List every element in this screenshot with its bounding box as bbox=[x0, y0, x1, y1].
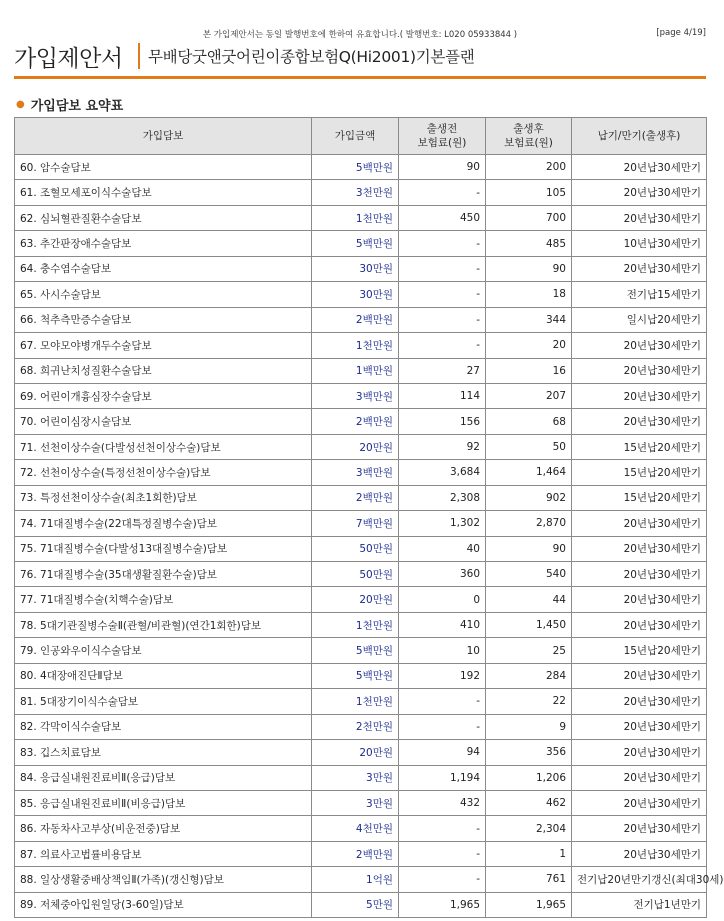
payment-term: 15년납20세만기 bbox=[572, 434, 707, 459]
coverage-amount: 2백만원 bbox=[312, 841, 399, 866]
table-row bbox=[15, 790, 707, 815]
payment-term: 전기납15세만기 bbox=[572, 282, 707, 307]
coverage-amount: 3만원 bbox=[312, 790, 399, 815]
table-row bbox=[15, 663, 707, 688]
coverage-amount: 20만원 bbox=[312, 587, 399, 612]
header-rule bbox=[14, 76, 706, 79]
coverage-amount: 3만원 bbox=[312, 765, 399, 790]
premium-after-birth: 540 bbox=[486, 562, 572, 587]
payment-term: 20년납30세만기 bbox=[572, 383, 707, 408]
premium-before-birth: 90 bbox=[399, 155, 486, 180]
coverage-name: 65. 사시수술담보 bbox=[15, 282, 312, 307]
payment-term: 15년납20세만기 bbox=[572, 460, 707, 485]
premium-before-birth: 360 bbox=[399, 562, 486, 587]
premium-before-birth: 192 bbox=[399, 663, 486, 688]
payment-term: 20년납30세만기 bbox=[572, 663, 707, 688]
coverage-amount: 1천만원 bbox=[312, 612, 399, 637]
coverage-amount: 50만원 bbox=[312, 536, 399, 561]
table-row bbox=[15, 383, 707, 408]
table-row bbox=[15, 714, 707, 739]
premium-before-birth: 410 bbox=[399, 612, 486, 637]
premium-before-birth: - bbox=[399, 231, 486, 256]
premium-before-birth: 92 bbox=[399, 434, 486, 459]
premium-before-birth: 1,965 bbox=[399, 892, 486, 917]
coverage-name: 87. 의료사고법률비용담보 bbox=[15, 841, 312, 866]
premium-before-birth: - bbox=[399, 841, 486, 866]
coverage-name: 84. 응급실내원진료비Ⅱ(응급)담보 bbox=[15, 765, 312, 790]
coverage-amount: 2백만원 bbox=[312, 485, 399, 510]
payment-term: 20년납30세만기 bbox=[572, 333, 707, 358]
column-header-premium-after-birth: 출생후 보험료(원) bbox=[486, 118, 572, 155]
document-type-title: 가입제안서 bbox=[14, 45, 123, 72]
table-row bbox=[15, 765, 707, 790]
payment-term: 전기납20년만기갱신(최대30세) bbox=[572, 867, 707, 892]
table-row bbox=[15, 307, 707, 332]
coverage-amount: 2백만원 bbox=[312, 409, 399, 434]
premium-after-birth: 207 bbox=[486, 383, 572, 408]
section-heading bbox=[16, 95, 123, 114]
table-row bbox=[15, 689, 707, 714]
premium-after-birth: 90 bbox=[486, 256, 572, 281]
table-header-row bbox=[15, 118, 707, 155]
premium-after-birth: 462 bbox=[486, 790, 572, 815]
premium-after-birth: 344 bbox=[486, 307, 572, 332]
premium-after-birth: 18 bbox=[486, 282, 572, 307]
payment-term: 20년납30세만기 bbox=[572, 740, 707, 765]
coverage-name: 66. 척추측만증수술담보 bbox=[15, 307, 312, 332]
coverage-amount: 5백만원 bbox=[312, 663, 399, 688]
coverage-name: 61. 조혈모세포이식수술담보 bbox=[15, 180, 312, 205]
premium-after-birth: 485 bbox=[486, 231, 572, 256]
coverage-name: 64. 충수염수술담보 bbox=[15, 256, 312, 281]
bullet-icon: ● bbox=[16, 99, 25, 110]
coverage-amount: 1천만원 bbox=[312, 333, 399, 358]
premium-before-birth: 156 bbox=[399, 409, 486, 434]
payment-term: 20년납30세만기 bbox=[572, 790, 707, 815]
payment-term: 15년납20세만기 bbox=[572, 485, 707, 510]
coverage-amount: 1천만원 bbox=[312, 689, 399, 714]
coverage-amount: 20만원 bbox=[312, 434, 399, 459]
table-row bbox=[15, 333, 707, 358]
coverage-name: 85. 응급실내원진료비Ⅱ(비응급)담보 bbox=[15, 790, 312, 815]
coverage-name: 70. 어린이심장시술담보 bbox=[15, 409, 312, 434]
premium-after-birth: 902 bbox=[486, 485, 572, 510]
premium-after-birth: 22 bbox=[486, 689, 572, 714]
table-row bbox=[15, 638, 707, 663]
table-row bbox=[15, 816, 707, 841]
coverage-amount: 1백만원 bbox=[312, 358, 399, 383]
header-divider bbox=[138, 43, 140, 69]
page-number: [page 4/19] bbox=[656, 28, 706, 38]
coverage-amount: 30만원 bbox=[312, 256, 399, 281]
coverage-name: 69. 어린이개흉심장수술담보 bbox=[15, 383, 312, 408]
premium-before-birth: 2,308 bbox=[399, 485, 486, 510]
table-row bbox=[15, 612, 707, 637]
coverage-name: 78. 5대기관질병수술Ⅱ(관혈/비관혈)(연간1회한)담보 bbox=[15, 612, 312, 637]
payment-term: 20년납30세만기 bbox=[572, 358, 707, 383]
premium-before-birth: - bbox=[399, 180, 486, 205]
section-title: 가입담보 요약표 bbox=[30, 99, 124, 114]
payment-term: 20년납30세만기 bbox=[572, 180, 707, 205]
coverage-amount: 5백만원 bbox=[312, 155, 399, 180]
coverage-amount: 20만원 bbox=[312, 740, 399, 765]
premium-after-birth: 356 bbox=[486, 740, 572, 765]
premium-after-birth: 50 bbox=[486, 434, 572, 459]
table-row bbox=[15, 282, 707, 307]
premium-before-birth: - bbox=[399, 307, 486, 332]
coverage-name: 71. 선천이상수술(다발성선천이상수술)담보 bbox=[15, 434, 312, 459]
table-row bbox=[15, 740, 707, 765]
product-name: 무배당굿앤굿어린이종합보험Q(Hi2001)기본플랜 bbox=[148, 48, 475, 66]
table-row bbox=[15, 511, 707, 536]
premium-after-birth: 284 bbox=[486, 663, 572, 688]
premium-after-birth: 700 bbox=[486, 205, 572, 230]
coverage-name: 80. 4대장애진단Ⅱ담보 bbox=[15, 663, 312, 688]
coverage-amount: 3천만원 bbox=[312, 180, 399, 205]
premium-after-birth: 1,965 bbox=[486, 892, 572, 917]
table-row bbox=[15, 180, 707, 205]
table-row bbox=[15, 231, 707, 256]
premium-after-birth: 2,304 bbox=[486, 816, 572, 841]
coverage-name: 60. 암수술담보 bbox=[15, 155, 312, 180]
coverage-name: 81. 5대장기이식수술담보 bbox=[15, 689, 312, 714]
coverage-amount: 3백만원 bbox=[312, 460, 399, 485]
coverage-name: 76. 71대질병수술(35대생활질환수술)담보 bbox=[15, 562, 312, 587]
coverage-name: 86. 자동차사고부상(비운전중)담보 bbox=[15, 816, 312, 841]
table-row bbox=[15, 460, 707, 485]
column-header-amount: 가입금액 bbox=[312, 118, 399, 155]
premium-before-birth: 432 bbox=[399, 790, 486, 815]
coverage-amount: 50만원 bbox=[312, 562, 399, 587]
coverage-amount: 5만원 bbox=[312, 892, 399, 917]
premium-before-birth: 1,194 bbox=[399, 765, 486, 790]
coverage-name: 79. 인공와우이식수술담보 bbox=[15, 638, 312, 663]
premium-before-birth: 10 bbox=[399, 638, 486, 663]
payment-term: 20년납30세만기 bbox=[572, 205, 707, 230]
coverage-name: 89. 저체중아입원일당(3-60일)담보 bbox=[15, 892, 312, 917]
table-row bbox=[15, 358, 707, 383]
table-row bbox=[15, 841, 707, 866]
premium-after-birth: 1,206 bbox=[486, 765, 572, 790]
premium-before-birth: - bbox=[399, 333, 486, 358]
payment-term: 15년납20세만기 bbox=[572, 638, 707, 663]
coverage-name: 88. 일상생활중배상책임Ⅱ(가족)(갱신형)담보 bbox=[15, 867, 312, 892]
premium-after-birth: 90 bbox=[486, 536, 572, 561]
coverage-name: 75. 71대질병수술(다발성13대질병수술)담보 bbox=[15, 536, 312, 561]
premium-before-birth: - bbox=[399, 714, 486, 739]
premium-after-birth: 761 bbox=[486, 867, 572, 892]
table-row bbox=[15, 562, 707, 587]
premium-before-birth: 3,684 bbox=[399, 460, 486, 485]
coverage-amount: 3백만원 bbox=[312, 383, 399, 408]
premium-after-birth: 44 bbox=[486, 587, 572, 612]
coverage-amount: 2천만원 bbox=[312, 714, 399, 739]
payment-term: 20년납30세만기 bbox=[572, 714, 707, 739]
premium-before-birth: 40 bbox=[399, 536, 486, 561]
validity-notice: 본 가입제안서는 동일 발행번호에 한하여 유효합니다.( 발행번호: L020 05933844 ) bbox=[202, 30, 518, 40]
coverage-name: 83. 깁스치료담보 bbox=[15, 740, 312, 765]
coverage-name: 62. 심뇌혈관질환수술담보 bbox=[15, 205, 312, 230]
premium-after-birth: 200 bbox=[486, 155, 572, 180]
payment-term: 20년납30세만기 bbox=[572, 256, 707, 281]
coverage-amount: 4천만원 bbox=[312, 816, 399, 841]
table-row bbox=[15, 867, 707, 892]
payment-term: 20년납30세만기 bbox=[572, 562, 707, 587]
premium-after-birth: 2,870 bbox=[486, 511, 572, 536]
column-header-term: 납기/만기(출생후) bbox=[572, 118, 707, 155]
payment-term: 전기납1년만기 bbox=[572, 892, 707, 917]
coverage-name: 72. 선천이상수술(특정선천이상수술)담보 bbox=[15, 460, 312, 485]
coverage-name: 74. 71대질병수술(22대특정질병수술)담보 bbox=[15, 511, 312, 536]
table-row bbox=[15, 409, 707, 434]
coverage-amount: 30만원 bbox=[312, 282, 399, 307]
coverage-name: 82. 각막이식수술담보 bbox=[15, 714, 312, 739]
premium-after-birth: 16 bbox=[486, 358, 572, 383]
table-row bbox=[15, 892, 707, 917]
premium-before-birth: - bbox=[399, 282, 486, 307]
coverage-name: 77. 71대질병수술(치핵수술)담보 bbox=[15, 587, 312, 612]
premium-after-birth: 9 bbox=[486, 714, 572, 739]
payment-term: 20년납30세만기 bbox=[572, 155, 707, 180]
premium-before-birth: 114 bbox=[399, 383, 486, 408]
table-row bbox=[15, 485, 707, 510]
payment-term: 20년납30세만기 bbox=[572, 612, 707, 637]
payment-term: 20년납30세만기 bbox=[572, 511, 707, 536]
coverage-amount: 5백만원 bbox=[312, 638, 399, 663]
table-row bbox=[15, 256, 707, 281]
premium-after-birth: 20 bbox=[486, 333, 572, 358]
premium-before-birth: - bbox=[399, 256, 486, 281]
premium-before-birth: 27 bbox=[399, 358, 486, 383]
coverage-amount: 2백만원 bbox=[312, 307, 399, 332]
column-header-premium-before-birth: 출생전 보험료(원) bbox=[399, 118, 486, 155]
payment-term: 20년납30세만기 bbox=[572, 409, 707, 434]
premium-after-birth: 105 bbox=[486, 180, 572, 205]
payment-term: 10년납30세만기 bbox=[572, 231, 707, 256]
coverage-amount: 7백만원 bbox=[312, 511, 399, 536]
coverage-name: 67. 모야모야병개두수술담보 bbox=[15, 333, 312, 358]
table-row bbox=[15, 205, 707, 230]
coverage-name: 68. 희귀난치성질환수술담보 bbox=[15, 358, 312, 383]
premium-after-birth: 1,450 bbox=[486, 612, 572, 637]
table-row bbox=[15, 587, 707, 612]
premium-before-birth: 1,302 bbox=[399, 511, 486, 536]
payment-term: 20년납30세만기 bbox=[572, 816, 707, 841]
coverage-amount: 1억원 bbox=[312, 867, 399, 892]
premium-before-birth: 450 bbox=[399, 205, 486, 230]
premium-before-birth: - bbox=[399, 689, 486, 714]
table-row bbox=[15, 536, 707, 561]
premium-before-birth: - bbox=[399, 816, 486, 841]
premium-after-birth: 25 bbox=[486, 638, 572, 663]
premium-before-birth: 0 bbox=[399, 587, 486, 612]
premium-after-birth: 68 bbox=[486, 409, 572, 434]
table-row bbox=[15, 434, 707, 459]
payment-term: 20년납30세만기 bbox=[572, 765, 707, 790]
document-header bbox=[14, 40, 706, 72]
payment-term: 일시납20세만기 bbox=[572, 307, 707, 332]
coverage-amount: 5백만원 bbox=[312, 231, 399, 256]
payment-term: 20년납30세만기 bbox=[572, 587, 707, 612]
premium-after-birth: 1,464 bbox=[486, 460, 572, 485]
premium-before-birth: 94 bbox=[399, 740, 486, 765]
coverage-name: 73. 특정선천이상수술(최초1회한)담보 bbox=[15, 485, 312, 510]
coverage-name: 63. 추간판장애수술담보 bbox=[15, 231, 312, 256]
payment-term: 20년납30세만기 bbox=[572, 536, 707, 561]
column-header-coverage: 가입담보 bbox=[15, 118, 312, 155]
premium-before-birth: - bbox=[399, 867, 486, 892]
table-row bbox=[15, 155, 707, 180]
payment-term: 20년납30세만기 bbox=[572, 841, 707, 866]
premium-after-birth: 1 bbox=[486, 841, 572, 866]
coverage-summary-table bbox=[14, 117, 724, 918]
coverage-amount: 1천만원 bbox=[312, 205, 399, 230]
payment-term: 20년납30세만기 bbox=[572, 689, 707, 714]
